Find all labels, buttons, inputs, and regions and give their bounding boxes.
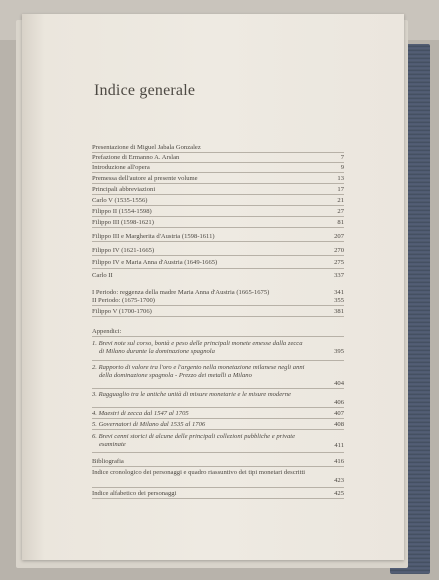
divider [92,498,344,499]
toc-entry: Presentazione di Miguel Jabala Gonzalez [92,144,201,151]
toc-entry: Filippo IV e Maria Anna d'Austria (1649-1665) 275 [92,259,344,266]
page-title: Indice generale [94,82,196,99]
divider [92,162,344,163]
divider [92,172,344,173]
toc-entry: Filippo III e Margherita d'Austria (1598-1611) 207 [92,233,344,240]
divider [92,407,344,408]
divider [92,316,344,317]
toc-entry: Carlo V (1535-1556) 21 [92,197,344,204]
divider [92,205,344,206]
divider [92,466,344,467]
divider [92,194,344,195]
toc-entry: Bibliografia 416 [92,458,344,465]
toc-entry: II Periodo: (1675-1700) 355 [92,297,344,304]
toc-entry: I Periodo: reggenza della madre Maria Anna d'Austria (1665-1675) 341 [92,289,344,296]
divider [92,418,344,419]
divider [92,305,344,306]
toc-entry: Indice cronologico dei personaggi e quadro riassuntivo dei tipi monetari descritti 423 [92,469,344,484]
toc-entry: Principali abbreviazioni 17 [92,186,344,193]
divider [92,216,344,217]
toc-entry: Filippo V (1700-1706) 381 [92,308,344,315]
toc-entry: Carlo II 337 [92,272,344,279]
divider [92,388,344,389]
toc-entry: Introduzione all'opera 9 [92,164,344,171]
book-page [22,14,404,560]
toc-entry: Filippo IV (1621-1665) 270 [92,247,344,254]
toc-entry: Indice alfabetico dei personaggi 425 [92,490,344,497]
divider [92,429,344,430]
appendix-entry: 5. Governatori di Milano dal 1535 al 1706 408 [92,421,344,428]
appendix-entry: 2. Rapporto di valore tra l'oro e l'argento nella monetazione milanese negli anni della dominazione spagnola - Prezzo dei metalli a Milano 404 [92,364,344,387]
divider [92,227,344,228]
toc-entry: Filippo III (1598-1621) 81 [92,219,344,226]
divider [92,152,344,153]
toc-entry: Premessa dell'autore al presente volume 13 [92,175,344,182]
appendix-entry: 3. Ragguaglio tra le antiche unità di misure monetarie e le misure moderne 406 [92,391,344,406]
divider [92,183,344,184]
appendix-entry: 6. Brevi cenni storici di alcune delle principali collezioni pubbliche e private esaminate 411 [92,433,344,449]
toc-entry: Prefazione di Ermanno A. Arslan 7 [92,154,344,161]
appendix-entry: 1. Brevi note sul corso, bontà e peso delle principali monete emesse dalla zecca di Milano durante la dominazione spagnola 395 [92,340,344,355]
divider [92,268,344,269]
toc-entry: Filippo II (1554-1598) 27 [92,208,344,215]
appendix-heading: Appendici: [92,328,122,335]
appendix-entry: 4. Maestri di zecca dal 1547 al 1705 407 [92,410,344,417]
divider [92,336,344,337]
divider [92,487,344,488]
divider [92,255,344,256]
divider [92,360,344,361]
divider [92,452,344,453]
divider [92,241,344,242]
